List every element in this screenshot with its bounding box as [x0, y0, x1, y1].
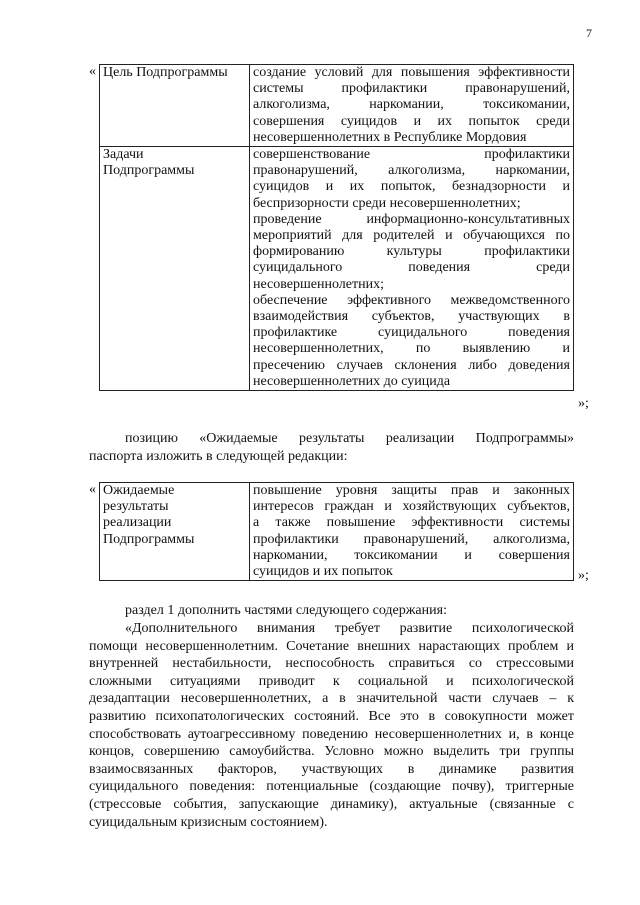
paragraph-line: развитию психопатологических состояний. Все это в совокупности может: [89, 708, 574, 724]
tasks-line: суицидов и их попыток, безнадзорности и: [253, 179, 570, 195]
tasks-label: Подпрограммы: [103, 163, 195, 179]
table2-close-quote: »;: [578, 568, 589, 583]
instruction-line: позицию «Ожидаемые результаты реализации Подпрограммы»: [125, 431, 574, 446]
tasks-label: Задачи: [103, 147, 144, 163]
goal-line: несовершеннолетних в Республике Мордовия: [253, 129, 527, 145]
goal-text-cell: [250, 65, 574, 147]
table1-close-quote: »;: [578, 396, 589, 411]
tasks-line: совершенствование профилактики: [253, 147, 570, 163]
instruction-paragraph: [89, 430, 574, 465]
paragraph-line: дезадаптации несовершеннолетних, а в значительной части случаев – к: [89, 691, 574, 707]
table1-open-quote: «: [89, 64, 96, 79]
paragraph-line: сложными ситуациями приводит к социальной и психологической: [89, 673, 574, 689]
tasks-line: суицидального поведения среди: [253, 260, 570, 276]
expected-results-label: результаты: [103, 499, 169, 515]
goal-line: алкоголизма, наркомании, токсикомании,: [253, 97, 570, 113]
tasks-line: проведение информационно-консультативных: [253, 211, 570, 227]
paragraph-line: (стрессовые события, запускающие динамику), актуальные (связанные с: [89, 796, 574, 812]
expected-results-label: Ожидаемые: [103, 483, 175, 498]
expected-results-text-cell: [250, 483, 574, 581]
expected-results-line: суицидов и их попыток: [253, 564, 393, 580]
body-paragraph: [89, 620, 574, 831]
goal-label-cell: [100, 65, 250, 147]
expected-results-table: [99, 482, 574, 581]
expected-results-line: наркомании, токсикомании и совершения: [253, 547, 570, 563]
tasks-text-cell: [250, 147, 574, 391]
paragraph-line: «Дополнительного внимания требует развитие психологической: [125, 621, 574, 636]
expected-results-label: Подпрограммы: [103, 531, 195, 547]
goal-line: системы профилактики правонарушений,: [253, 81, 570, 97]
tasks-line: правонарушений, алкоголизма, наркомании,: [253, 163, 570, 179]
table2-open-quote: «: [89, 482, 96, 497]
tasks-label-cell: [100, 147, 250, 391]
instruction-line: раздел 1 дополнить частями следующего содержания:: [125, 603, 447, 618]
table-row: [100, 147, 574, 391]
tasks-line: профилактике суицидального поведения: [253, 325, 570, 341]
table-row: [100, 483, 574, 581]
tasks-line: беспризорности среди несовершеннолетних;: [253, 195, 521, 211]
page-number: 7: [586, 26, 592, 40]
expected-results-line: профилактики правонарушений, алкоголизма,: [253, 531, 570, 547]
paragraph-line: помощи несовершеннолетним. Сочетание внешних нарастающих проблем и: [89, 638, 574, 654]
tasks-line: пресечению случаев склонения либо доведения: [253, 357, 570, 373]
goal-line: создание условий для повышения эффективности: [253, 65, 570, 80]
paragraph-line: суицидального поведения: потенциальные (создающие почву), триггерные: [89, 779, 574, 795]
instruction-line: паспорта изложить в следующей редакции:: [89, 448, 348, 464]
expected-results-line: интересов граждан и хозяйствующих субъектов,: [253, 499, 570, 515]
tasks-line: взаимодействия субъектов, участвующих в: [253, 309, 570, 325]
goal-line: совершения суицидов и их попыток среди: [253, 113, 570, 129]
tasks-line: обеспечение эффективного межведомственного: [253, 292, 570, 308]
paragraph-line: концов, совершению самоубийства. Условно можно выделить три группы: [89, 744, 574, 760]
tasks-line: формированию культуры профилактики: [253, 244, 570, 260]
expected-results-label-cell: [100, 483, 250, 581]
tasks-line: мероприятий для родителей и обучающихся по: [253, 228, 570, 244]
tasks-line: несовершеннолетних, по выявлению и: [253, 341, 570, 357]
subprogram-goal-tasks-table: [99, 64, 574, 391]
paragraph-line: взаимосвязанных факторов, участвующих в динамике развития: [89, 761, 574, 777]
paragraph-line: способствовать аутоагрессивному поведению несовершеннолетних и, в конце: [89, 726, 574, 742]
expected-results-label: реализации: [103, 515, 172, 531]
expected-results-line: повышение уровня защиты прав и законных: [253, 483, 570, 498]
table-row: [100, 65, 574, 147]
instruction-paragraph: [125, 602, 574, 620]
paragraph-line: внутренней нестабильности, неспособность справиться со стрессовыми: [89, 656, 574, 672]
paragraph-line: суицидальным кризисным состоянием).: [89, 814, 328, 830]
goal-label: Цель Подпрограммы: [103, 65, 228, 80]
expected-results-line: а также повышение эффективности системы: [253, 515, 570, 531]
tasks-line: несовершеннолетних;: [253, 276, 384, 292]
tasks-line: несовершеннолетних до суицида: [253, 373, 451, 389]
